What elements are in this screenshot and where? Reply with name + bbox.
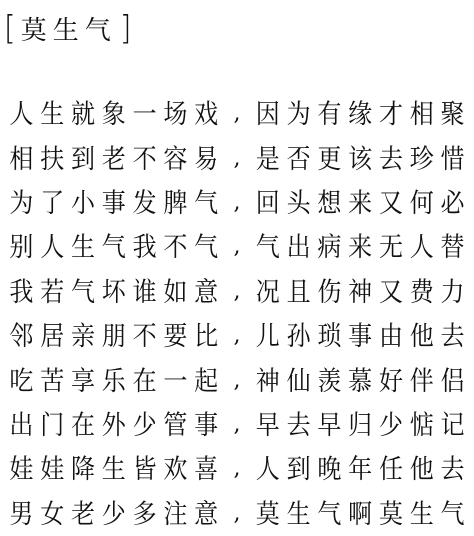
poem-character: 琐 [317,320,342,352]
poem-character: 比 [194,320,219,352]
poem-character: 气 [317,498,342,530]
poem-character: 惜 [440,142,465,175]
poem-character: 儿 [255,320,280,352]
poem-character: 是 [255,142,280,175]
poem-character: 易 [194,142,219,175]
poem-character: 老 [70,498,95,530]
poem-character: 来 [348,187,373,219]
poem-line [6,447,472,491]
poem-character: 必 [440,187,465,219]
poem-character: 替 [440,231,465,264]
poem-character: 又 [378,187,403,219]
poem-character: 出 [286,231,311,264]
poem-character: 为 [286,98,311,130]
poem-character: 注 [163,498,188,530]
poem-character: 起 [194,364,219,397]
poem-line [6,136,472,180]
poem-character: 气 [255,231,280,264]
poem-character: 出 [9,409,34,441]
poem-character: 容 [163,142,188,175]
poem-character: 任 [378,453,403,485]
poem-comma: , [233,101,241,127]
poem-character: 邻 [9,320,34,352]
poem-line [6,270,472,314]
poem-character: 事 [194,409,219,441]
poem-line [6,314,472,358]
poem-character: 脾 [163,187,188,219]
poem-character: 啊 [348,498,373,530]
poem-grid [6,92,472,536]
poem-character: 去 [440,453,465,485]
poem-character: 他 [409,320,434,352]
poem-character: 人 [255,453,280,485]
poem-character: 居 [40,320,65,352]
poem-character: 该 [348,142,373,175]
poem-comma: , [233,278,241,304]
poem-character: 朋 [101,320,126,352]
poem-character: 一 [132,98,157,130]
poem-character: 况 [255,276,280,308]
poem-character: 少 [132,409,157,441]
poem-line [6,92,472,136]
poem-character: 意 [194,276,219,308]
poem-character: 一 [163,364,188,397]
poem-character: 来 [348,231,373,264]
title-text: 莫生气 [20,15,117,46]
poem-character: 多 [132,498,157,530]
poem-character: 无 [378,231,403,264]
poem-character: 更 [317,142,342,175]
poem-character: 回 [255,187,280,219]
poem-character: 何 [409,187,434,219]
poem-character: 伴 [409,364,434,397]
poem-character: 惦 [409,409,434,441]
poem-character: 想 [317,187,342,219]
poem-character: 有 [317,98,342,130]
poem-character: 归 [348,409,373,441]
poem-character: 生 [409,498,434,530]
poem-character: 男 [9,498,34,530]
poem-character: 老 [101,142,126,175]
poem-character: 晚 [317,453,342,485]
poem-character: 生 [40,98,65,130]
poem-character: 不 [132,142,157,175]
poem-comma: , [233,500,241,526]
poem-character: 少 [378,409,403,441]
poem-character: 象 [101,98,126,130]
poem-character: 事 [348,320,373,352]
poem-character: 皆 [132,453,157,485]
poem-character: 场 [163,98,188,130]
poem-character: 娃 [40,453,65,485]
poem-comma: , [233,189,241,215]
poem-character: 好 [378,364,403,397]
poem-character: 去 [378,142,403,175]
poem-character: 慕 [348,364,373,397]
poem-character: 就 [70,98,95,130]
poem-character: 戏 [194,98,219,130]
poem-character: 否 [286,142,311,175]
poem-character: 发 [132,187,157,219]
poem-comma: , [233,234,241,260]
poem-character: 人 [9,98,34,130]
poem-comma: , [233,456,241,482]
poem-character: 生 [70,231,95,264]
poem-line [6,492,472,536]
poem-character: 娃 [9,453,34,485]
poem-character: 亲 [70,320,95,352]
title-open-bracket: [ [4,8,18,48]
poem-character: 聚 [440,98,465,130]
poem-title [4,8,133,48]
poem-character: 气 [194,187,219,219]
poem-character: 扶 [40,142,65,175]
poem-character: 仙 [286,364,311,397]
poem-character: 早 [255,409,280,441]
poem-character: 年 [348,453,373,485]
poem-character: 羡 [317,364,342,397]
poem-character: 他 [409,453,434,485]
poem-character: 气 [70,276,95,308]
poem-character: 去 [286,409,311,441]
poem-character: 早 [317,409,342,441]
poem-character: 到 [70,142,95,175]
poem-line [6,403,472,447]
poem-character: 生 [286,498,311,530]
poem-character: 享 [70,364,95,397]
poem-character: 人 [40,231,65,264]
poem-comma: , [233,145,241,171]
poem-character: 去 [440,320,465,352]
poem-character: 意 [194,498,219,530]
poem-character: 珍 [409,142,434,175]
poem-character: 别 [9,231,34,264]
poem-character: 降 [70,453,95,485]
poem-character: 孙 [286,320,311,352]
poem-line [6,225,472,269]
poem-character: 不 [132,320,157,352]
poem-character: 又 [378,276,403,308]
poem-character: 欢 [163,453,188,485]
title-close-bracket: ] [119,8,134,48]
poem-character: 我 [9,276,34,308]
poem-character: 力 [440,276,465,308]
poem-character: 人 [409,231,434,264]
poem-character: 外 [101,409,126,441]
poem-character: 不 [163,231,188,264]
poem-comma: , [233,367,241,393]
poem-line [6,358,472,402]
poem-comma: , [233,323,241,349]
poem-character: 坏 [101,276,126,308]
poem-character: 少 [101,498,126,530]
poem-character: 记 [440,409,465,441]
poem-character: 生 [101,453,126,485]
poem-character: 且 [286,276,311,308]
poem-character: 了 [40,187,65,219]
poem-character: 喜 [194,453,219,485]
poem-character: 气 [101,231,126,264]
poem-character: 伤 [317,276,342,308]
poem-character: 气 [440,498,465,530]
poem-character: 小 [70,187,95,219]
poem-character: 到 [286,453,311,485]
poem-character: 莫 [255,498,280,530]
poem-character: 女 [40,498,65,530]
poem-character: 吃 [9,364,34,397]
poem-character: 才 [378,98,403,130]
poem-character: 费 [409,276,434,308]
poem-character: 管 [163,409,188,441]
poem-character: 相 [9,142,34,175]
poem-character: 病 [317,231,342,264]
poem-character: 若 [40,276,65,308]
poem-character: 相 [409,98,434,130]
poem-line [6,181,472,225]
poem-character: 在 [132,364,157,397]
poem-comma: , [233,411,241,437]
poem-character: 乐 [101,364,126,397]
poem-character: 头 [286,187,311,219]
poem-character: 气 [194,231,219,264]
poem-character: 门 [40,409,65,441]
poem-character: 如 [163,276,188,308]
poem-character: 缘 [348,98,373,130]
poem-character: 在 [70,409,95,441]
poem-character: 要 [163,320,188,352]
poem-character: 由 [378,320,403,352]
poem-character: 因 [255,98,280,130]
poem-character: 我 [132,231,157,264]
poem-character: 神 [348,276,373,308]
poem-character: 莫 [378,498,403,530]
poem-character: 神 [255,364,280,397]
poem-character: 侣 [440,364,465,397]
poem-character: 谁 [132,276,157,308]
poem-character: 为 [9,187,34,219]
poem-character: 事 [101,187,126,219]
poem-character: 苦 [40,364,65,397]
